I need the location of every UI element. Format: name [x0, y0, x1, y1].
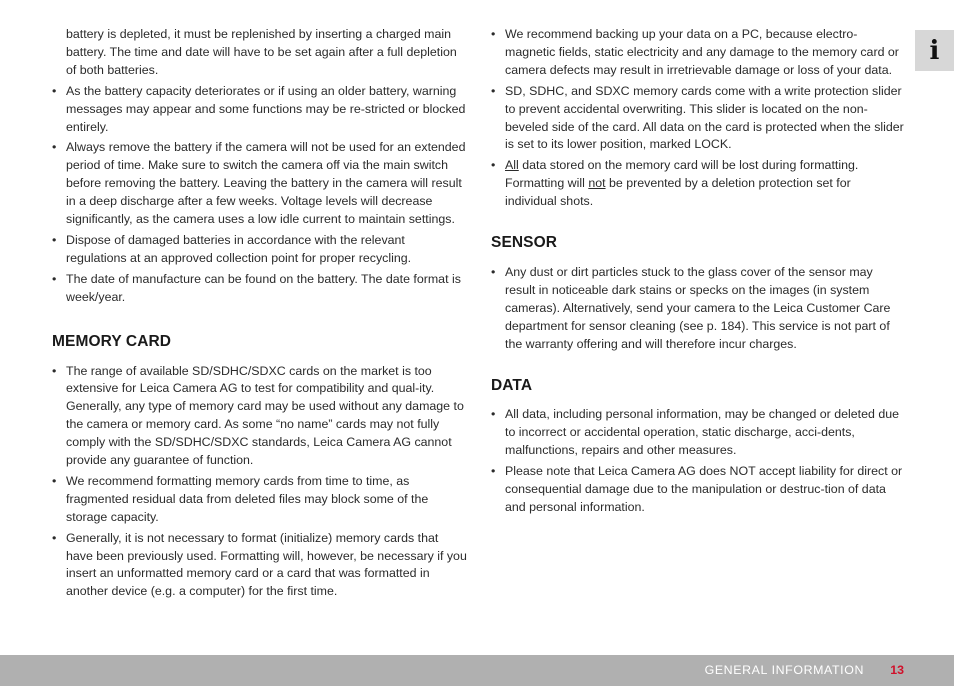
list-item: • We recommend formatting memory cards from time to time, as fragmented residual data from deleted files may block some of the storage capacity. [52, 473, 468, 527]
info-icon: i [929, 35, 940, 66]
list-item: • Any dust or dirt particles stuck to the glass cover of the sensor may result in noticeable dark stains or specks on the images (in system cameras). Alternatively, send your camera to the Leica Customer Care department for sensor cleaning (see p. 184). This service is not part of the warranty offering and will therefore incur charges. [491, 264, 905, 354]
list-item: • Please note that Leica Camera AG does NOT accept liability for direct or consequential damage due to the manipulation or destruc-tion of data and personal information. [491, 463, 905, 517]
list-item: • The date of manufacture can be found on the battery. The date format is week/year. [52, 271, 468, 307]
list-item: • SD, SDHC, and SDXC memory cards come with a write protection slider to prevent accidental overwriting. This slider is located on the non-beveled side of the card. All data on the card is protected when the slider is set to its lower position, marked LOCK. [491, 83, 905, 155]
emphasis-all: All [505, 158, 519, 173]
list-item: • All data, including personal information, may be changed or deleted due to incorrect or accidental operation, static discharge, acci-dents, malfunctions, repairs and other measures. [491, 406, 905, 460]
right-column [491, 26, 905, 520]
left-column [52, 26, 468, 604]
list-item: • We recommend backing up your data on a PC, because electro-magnetic fields, static electricity and any damage to the memory card or camera defects may result in irretrievable damage or loss of your data. [491, 26, 905, 80]
list-item: • Always remove the battery if the camera will not be used for an extended period of time. Make sure to switch the camera off via the main switch before removing the battery. Leaving the battery in the camera will result in a deep discharge after a few weeks. Voltage levels will decrease significantly, as the camera uses a low idle current to maintain settings. [52, 139, 468, 229]
data-heading: DATA [491, 376, 533, 394]
list-item: • The range of available SD/SDHC/SDXC cards on the market is too extensive for Leica Camera AG to test for compatibility and qual-ity. Generally, any type of memory card may be used without any damage to the camera or memory card. As some “no name” cards may not fully comply with the SD/SDHC/SDXC standards, Leica Camera AG cannot provide any guarantee of function. [52, 363, 468, 470]
info-section-tab[interactable] [915, 30, 954, 71]
list-item: • Generally, it is not necessary to format (initialize) memory cards that have been previously used. Formatting will, however, be necessary if you insert an unformatted memory card or a card that was formatted in another device (e.g. a computer) for the first time. [52, 530, 468, 602]
format-list-item [491, 157, 905, 211]
list-item: • Dispose of damaged batteries in accordance with the relevant regulations at an approved collection point for proper recycling. [52, 232, 468, 268]
list-item: • As the battery capacity deteriorates or if using an older battery, warning messages may appear and some functions may be re-stricted or blocked entirely. [52, 83, 468, 137]
emphasis-not: not [588, 176, 606, 191]
battery-intro-text: battery is depleted, it must be replenished by inserting a charged main battery. The time and date will have to be set again after a full depletion of both batteries. [66, 27, 457, 77]
footer-section-title: GENERAL INFORMATION [704, 663, 864, 677]
page-number: 13 [890, 663, 904, 677]
page-footer [0, 655, 954, 686]
format-text-1: data stored on the memory card will be lost during formatting. Formatting will [505, 158, 859, 191]
sensor-heading: SENSOR [491, 234, 558, 252]
format-text-2: be prevented by a deletion protection set for individual shots. [505, 176, 851, 209]
memory-card-heading: MEMORY CARD [52, 332, 172, 350]
